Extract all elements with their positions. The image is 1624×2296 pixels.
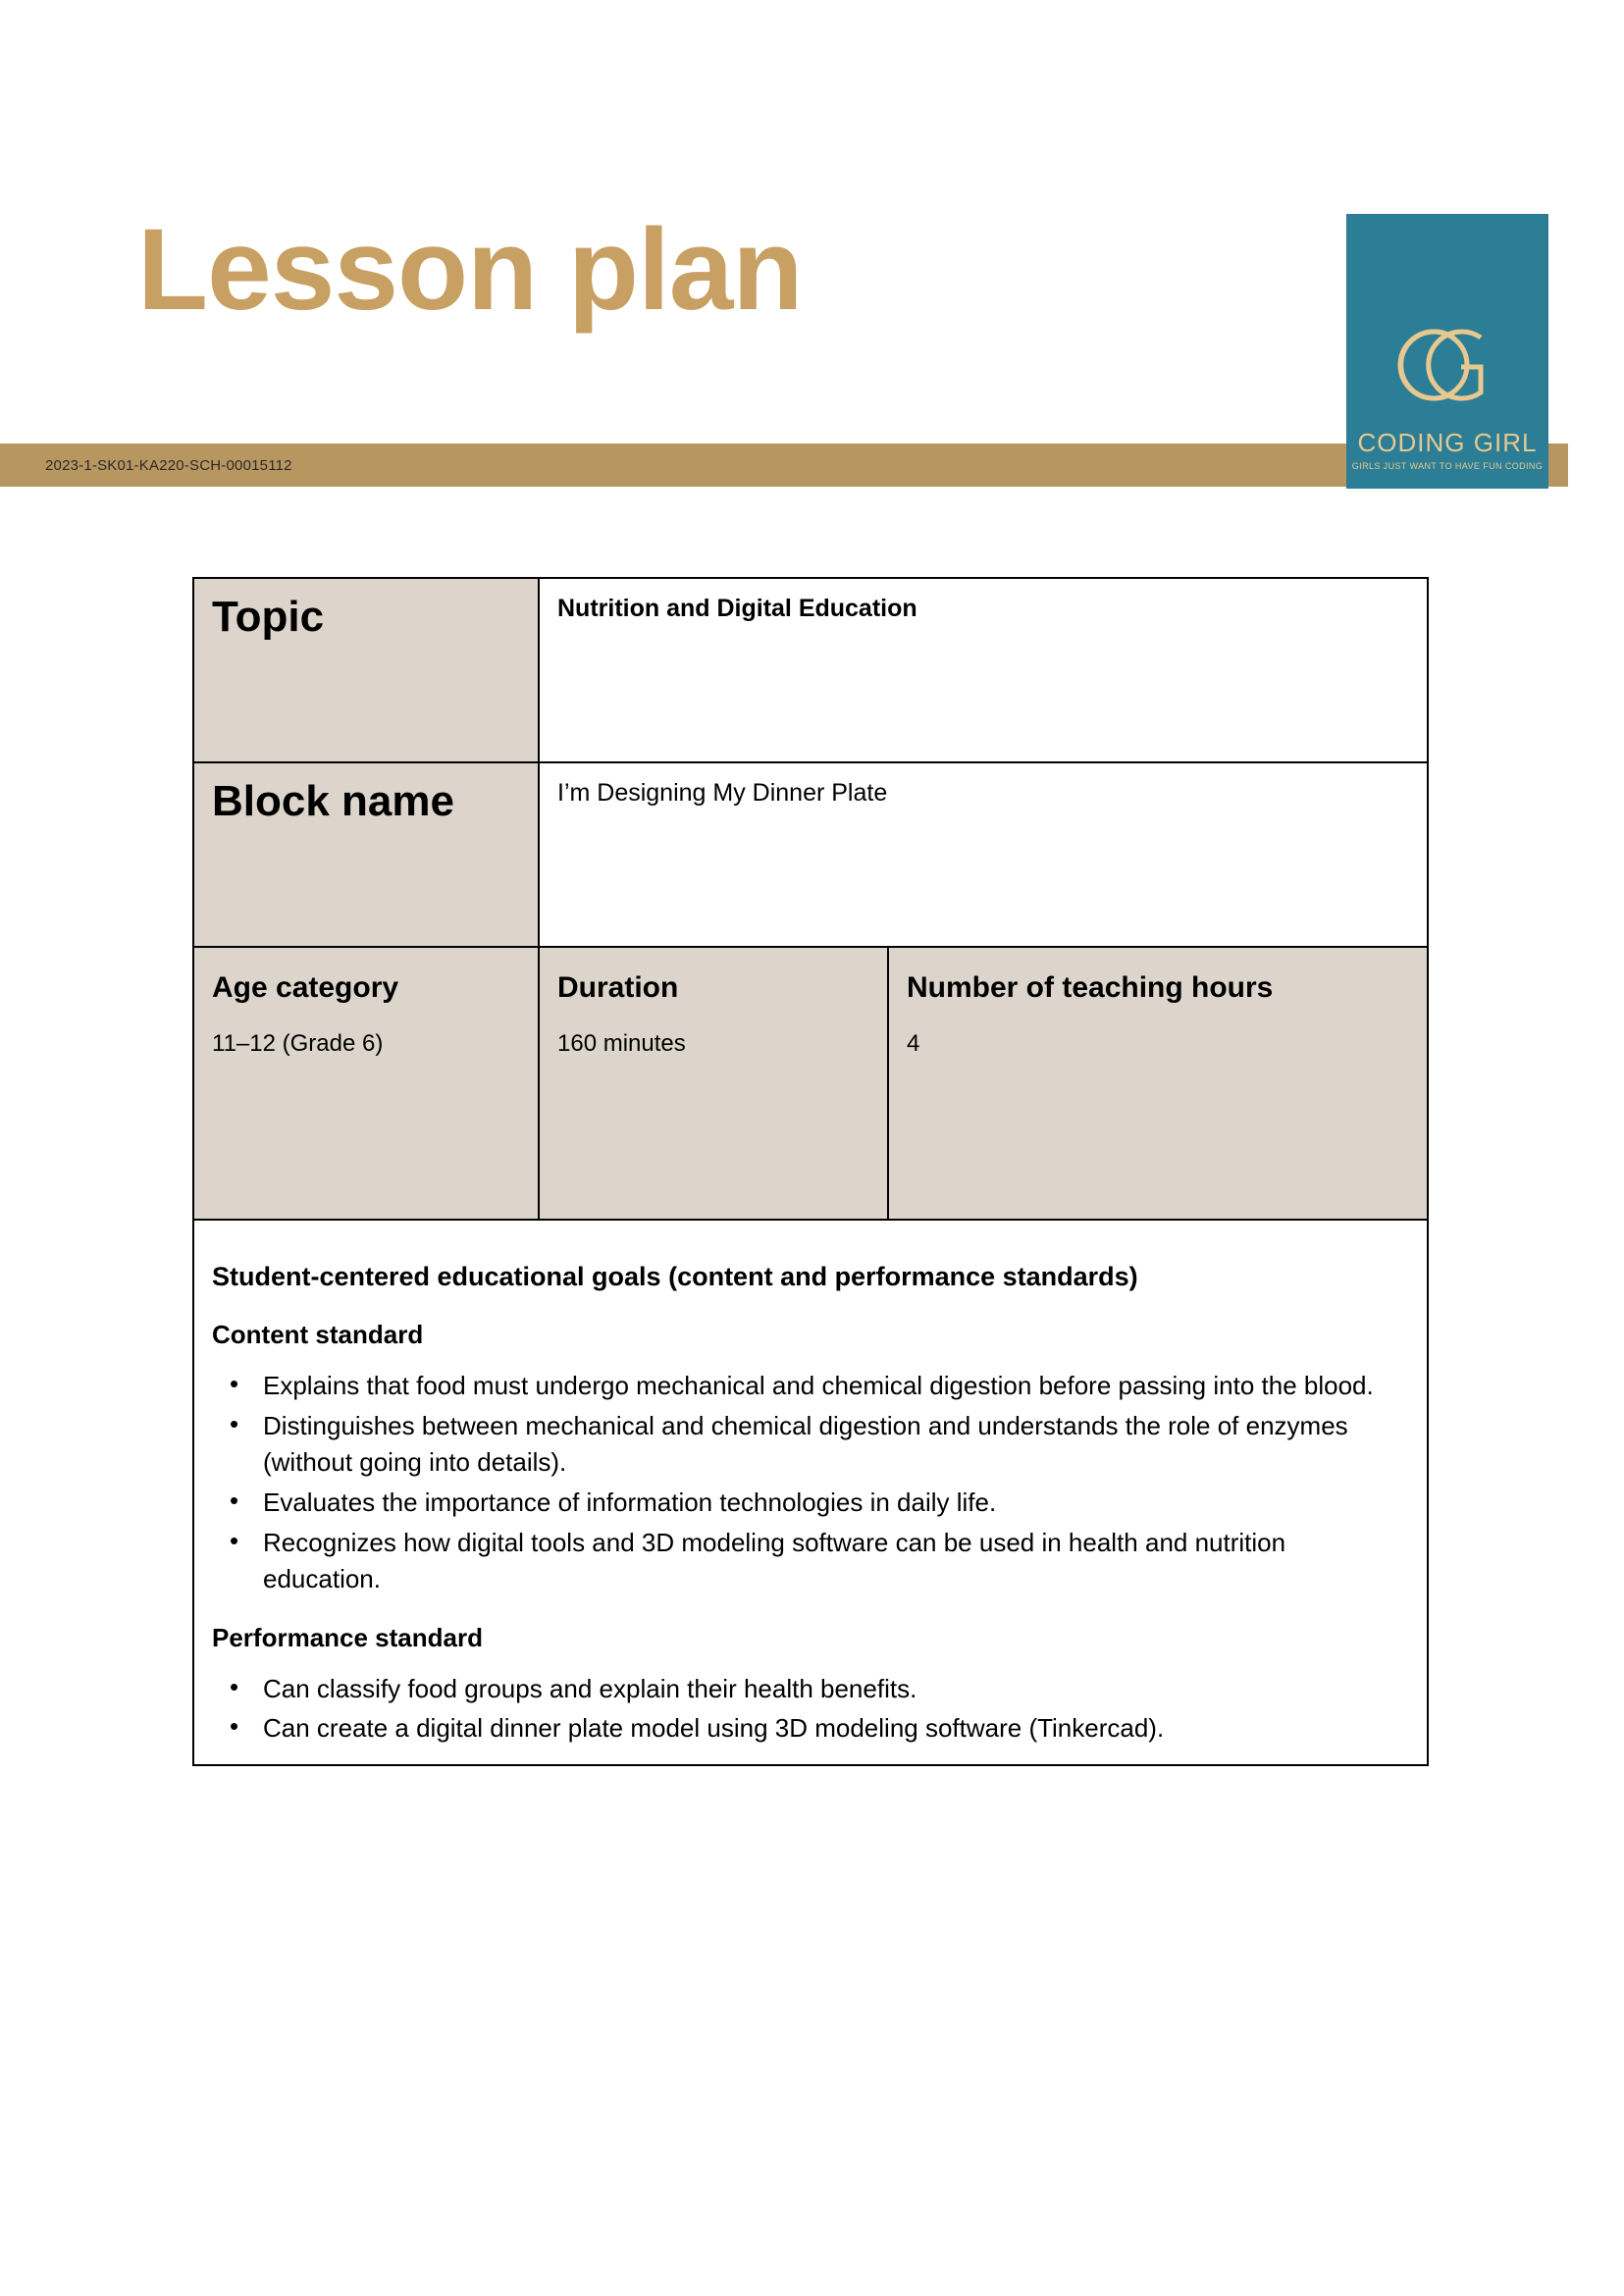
educational-goals-cell bbox=[193, 1220, 1428, 1765]
content-standard-label: Content standard bbox=[212, 1320, 424, 1350]
block-name-value-cell bbox=[539, 762, 1428, 947]
duration-label: Duration bbox=[557, 971, 679, 1004]
performance-standard-list bbox=[212, 1671, 1409, 1748]
goals-title: Student-centered educational goals (content and performance standards) bbox=[212, 1262, 1138, 1291]
table-row bbox=[193, 762, 1428, 947]
list-item: • Can create a digital dinner plate model using 3D modeling software (Tinkercad). bbox=[263, 1710, 1409, 1747]
table-row bbox=[193, 578, 1428, 762]
age-category-value: 11–12 (Grade 6) bbox=[212, 1029, 384, 1057]
table-row bbox=[193, 1220, 1428, 1765]
topic-label-cell bbox=[193, 578, 539, 762]
age-category-cell bbox=[193, 947, 539, 1220]
block-name-label: Block name bbox=[212, 777, 454, 825]
coding-girl-logo bbox=[1346, 214, 1548, 489]
topic-label: Topic bbox=[212, 593, 325, 641]
logo-name: CODING GIRL bbox=[1357, 428, 1538, 457]
list-item: • Explains that food must undergo mechanical and chemical digestion before passing into the blood. bbox=[263, 1368, 1409, 1404]
page-title: Lesson plan bbox=[137, 205, 803, 335]
list-item: • Can classify food groups and explain their health benefits. bbox=[263, 1671, 1409, 1707]
logo-tagline: GIRLS JUST WANT TO HAVE FUN CODING bbox=[1351, 461, 1544, 471]
duration-cell bbox=[539, 947, 888, 1220]
age-category-label: Age category bbox=[212, 971, 399, 1004]
list-item: • Distinguishes between mechanical and chemical digestion and understands the role of enzymes (without going into details). bbox=[263, 1408, 1409, 1481]
table-row bbox=[193, 947, 1428, 1220]
topic-value: Nutrition and Digital Education bbox=[557, 595, 917, 622]
performance-standard-label: Performance standard bbox=[212, 1622, 483, 1652]
topic-value-cell bbox=[539, 578, 1428, 762]
cg-monogram-icon bbox=[1388, 316, 1506, 414]
duration-value: 160 minutes bbox=[557, 1029, 686, 1057]
list-item: • Evaluates the importance of information technologies in daily life. bbox=[263, 1485, 1409, 1521]
list-item: • Recognizes how digital tools and 3D modeling software can be used in health and nutrition education. bbox=[263, 1525, 1409, 1597]
content-standard-list bbox=[212, 1368, 1409, 1596]
teaching-hours-value: 4 bbox=[907, 1029, 920, 1057]
teaching-hours-label: Number of teaching hours bbox=[907, 971, 1274, 1004]
block-name-value: I’m Designing My Dinner Plate bbox=[557, 779, 888, 807]
project-code: 2023-1-SK01-KA220-SCH-00015112 bbox=[45, 457, 292, 474]
teaching-hours-cell bbox=[888, 947, 1428, 1220]
document-header bbox=[0, 0, 1624, 510]
block-name-label-cell bbox=[193, 762, 539, 947]
lesson-plan-table bbox=[192, 577, 1429, 1766]
